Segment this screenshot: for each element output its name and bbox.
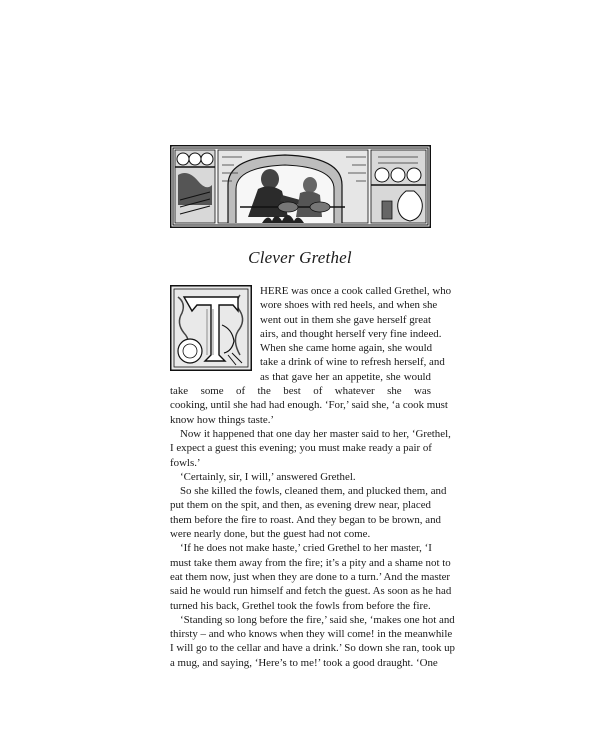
text-line: know how things taste.’	[170, 413, 275, 426]
text-line: wore shoes with red heels, and when she	[260, 299, 438, 312]
text-line: turned his back, Grethel took the fowls from before the fire.	[170, 599, 431, 612]
text-line: ‘If he does not make haste,’ cried Grethel to her master, ‘I	[180, 542, 432, 555]
text-line: thirsty – and who knows when they will come! in the meanwhile	[170, 628, 453, 641]
text-line: were nearly done, but the guest had not come.	[170, 528, 371, 541]
text-line: put them on the spit, and then, as evening drew near, placed	[170, 499, 431, 512]
text-line: a mug, and saying, ‘Here’s to me!’ took a good draught. ‘One	[170, 656, 438, 669]
text-line: as that gave her an appetite, she would	[260, 370, 431, 383]
text-line: ‘Standing so long before the fire,’ said she, ‘makes one hot and	[180, 613, 455, 626]
text-line: take a drink of wine to refresh herself, and	[260, 356, 445, 369]
kitchen-illustration	[170, 145, 431, 228]
dropcap-t-illustration	[170, 285, 252, 371]
text-line: fowls.’	[170, 456, 201, 469]
text-line: HERE was once a cook called Grethel, who	[260, 285, 452, 297]
text-line: So she killed the fowls, cleaned them, and plucked them, and	[180, 485, 447, 498]
text-line: take some of the best of whatever she was	[170, 385, 431, 398]
text-line: I expect a guest this evening; you must make ready a pair of	[170, 442, 432, 455]
text-line: said he would run himself and fetch the guest. As soon as he had	[170, 585, 452, 598]
text-line: went out in them she gave herself great	[260, 313, 431, 326]
text-line: eat them now, just when they are done to a turn.’ And the master	[170, 570, 451, 583]
story-title: Clever Grethel	[248, 248, 352, 267]
text-line: must take them away from the fire; it’s a pity and a shame not to	[170, 556, 451, 569]
text-line: I will go to the cellar and have a drink.’ So down she ran, took up	[170, 642, 456, 655]
text-line: cooking, until she had had enough. ‘For,’ said she, ‘a cook must	[170, 399, 448, 412]
text-line: them before the fire to roast. And they began to be brown, and	[170, 513, 441, 526]
story-body	[170, 284, 456, 670]
text-line: When she came home again, she would	[260, 342, 433, 355]
text-line: ‘Certainly, sir, I will,’ answered Grethel.	[180, 470, 356, 483]
text-line: airs, and thought herself very fine indeed.	[260, 327, 442, 340]
text-line: Now it happened that one day her master said to her, ‘Grethel,	[180, 427, 451, 440]
